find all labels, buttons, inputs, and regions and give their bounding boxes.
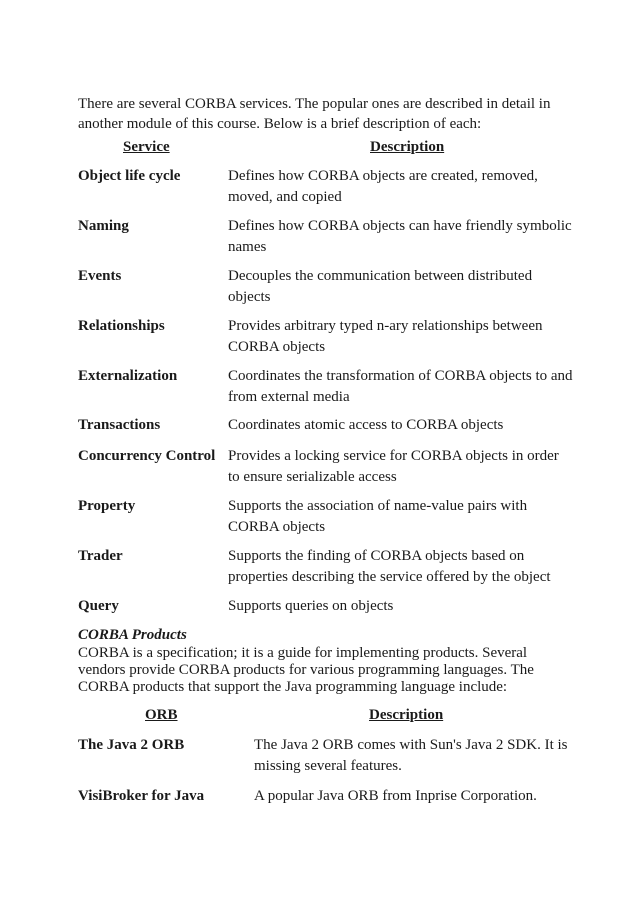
service-name: Naming [78,218,129,234]
services-header-description: Description [370,139,445,155]
service-description: Provides a locking service for CORBA objects in order to ensure serializable access [228,448,559,485]
service-description: Supports the association of name-value pairs with CORBA objects [228,498,528,535]
service-description: Coordinates atomic access to CORBA objects [228,417,504,433]
section-title: CORBA Products [78,627,187,643]
products-paragraph: CORBA is a specification; it is a guide for implementing products. Several vendors provide CORBA products for various programming languages. The CORBA products that support the Java programming language include: [78,645,534,695]
service-name: Property [78,498,136,514]
orb-name: VisiBroker for Java [78,788,205,804]
intro-paragraph: There are several CORBA services. The popular ones are described in detail in another module of this course. Below is a brief description of each: [78,96,551,132]
service-description: Defines how CORBA objects are created, removed, moved, and copied [228,168,538,205]
orb-description: The Java 2 ORB comes with Sun's Java 2 SDK. It is missing several features. [254,737,568,774]
orb-description: A popular Java ORB from Inprise Corporation. [254,788,537,804]
service-description: Coordinates the transformation of CORBA objects to and from external media [228,368,573,405]
service-name: Trader [78,548,123,564]
service-description: Supports the finding of CORBA objects based on properties describing the service offered by the object [228,548,551,585]
service-name: Externalization [78,368,178,384]
service-name: Transactions [78,417,161,433]
orb-header-orb: ORB [145,707,178,723]
service-name: Object life cycle [78,168,181,184]
service-description: Decouples the communication between distributed objects [228,268,533,305]
service-name: Query [78,598,119,614]
service-name: Relationships [78,318,165,334]
services-header-service: Service [123,139,170,155]
service-name: Concurrency Control [78,448,216,464]
orb-header-description: Description [369,707,444,723]
service-name: Events [78,268,122,284]
orb-name: The Java 2 ORB [78,737,185,753]
service-description: Defines how CORBA objects can have friendly symbolic names [228,218,572,255]
service-description: Provides arbitrary typed n-ary relationships between CORBA objects [228,318,543,355]
service-description: Supports queries on objects [228,598,394,614]
